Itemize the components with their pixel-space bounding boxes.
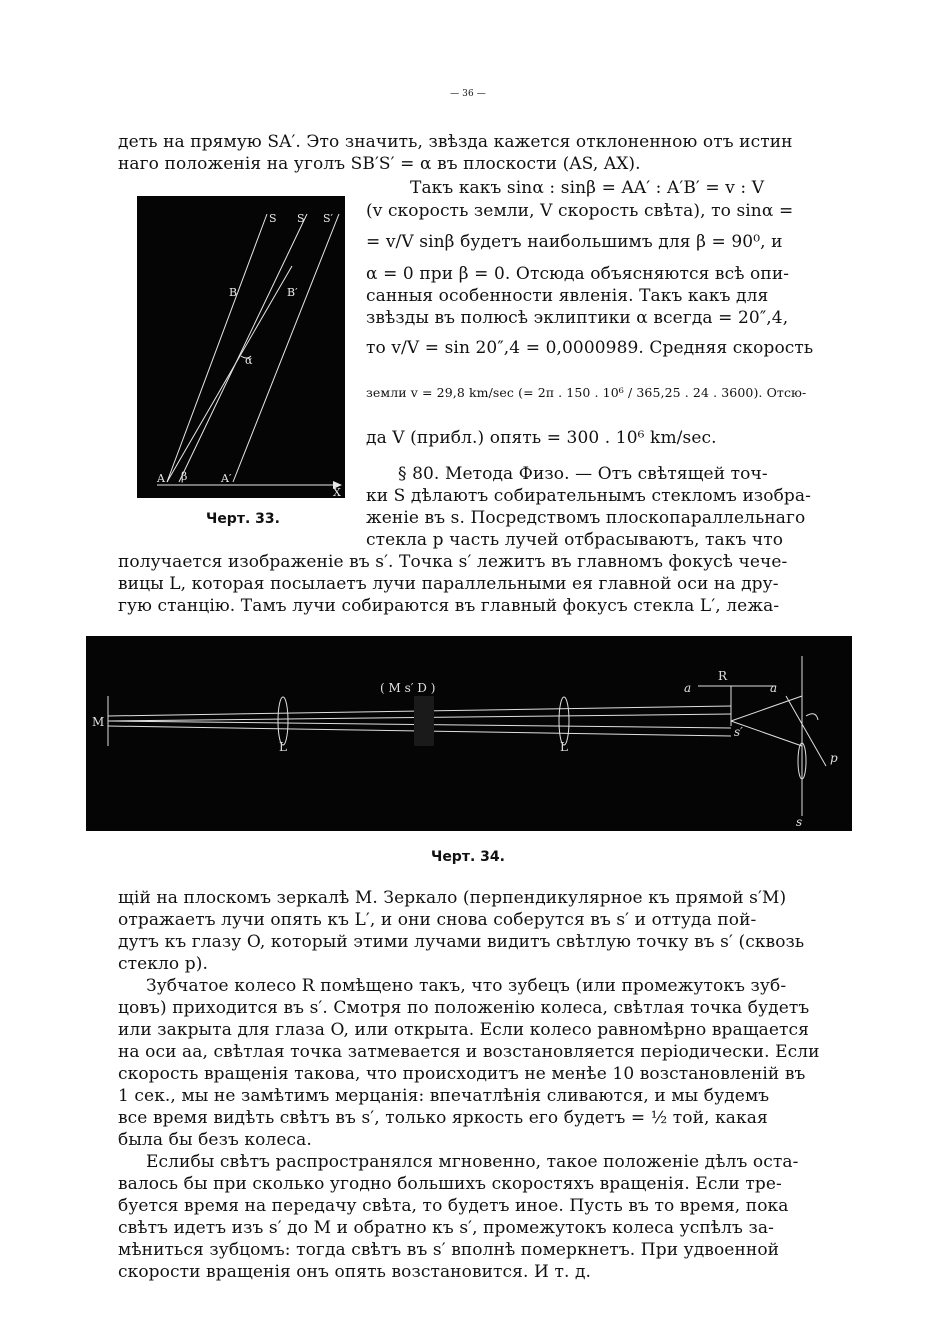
- text-line: валось бы при сколько угодно большихъ скоростяхъ вращенія. Если тре-: [118, 1174, 782, 1194]
- text-line: цовъ) приходится въ s′. Смотря по положенію колеса, свѣтлая точка будетъ: [118, 998, 810, 1018]
- text-line: Такъ какъ sinα : sinβ = AA′ : A′B′ = v : V: [410, 178, 765, 198]
- fig33-label-a2: A′: [221, 472, 232, 485]
- text-line: санныя особенности явленія. Такъ какъ для: [366, 286, 769, 306]
- text-line: скорости вращенія онъ опять возстановится. И т. д.: [118, 1262, 592, 1282]
- fig33-label-beta: β: [181, 470, 188, 483]
- figure-34: [86, 636, 852, 831]
- fig34-label-s: s: [796, 815, 803, 829]
- fig33-label-s1: S: [297, 212, 305, 225]
- text-line: Еслибы свѣтъ распространялся мгновенно, такое положеніе дѣлъ оста-: [146, 1152, 799, 1172]
- text-line: звѣзды въ полюсѣ эклиптики α всегда = 20″,4,: [366, 308, 789, 328]
- fig33-label-alpha: α: [245, 354, 253, 367]
- text-line: все время видѣть свѣтъ въ s′, только яркость его будетъ = ½ той, какая: [118, 1108, 768, 1128]
- fig34-label-p: p: [830, 751, 838, 765]
- text-line: свѣтъ идетъ изъ s′ до M и обратно къ s′, промежутокъ колеса успѣлъ за-: [118, 1218, 774, 1238]
- text-line: получается изображеніе въ s′. Точка s′ лежитъ въ главномъ фокусѣ чече-: [118, 552, 788, 572]
- fig34-label-a2: a: [770, 681, 778, 695]
- figure-33-caption: Черт. 33.: [206, 511, 280, 527]
- text-line: да V (прибл.) опять = 300 . 10⁶ km/sec.: [366, 428, 717, 448]
- text-line: то v/V = sin 20″,4 = 0,0000989. Средняя скорость: [366, 338, 814, 358]
- fig34-label-a1: a: [684, 681, 692, 695]
- text-line: скорость вращенія такова, что происходитъ не менѣе 10 возстановленій въ: [118, 1064, 806, 1084]
- fig34-label-l2: L: [560, 740, 568, 754]
- text-line: мѣниться зубцомъ: тогда свѣтъ въ s′ вполнѣ померкнетъ. При удвоенной: [118, 1240, 780, 1260]
- text-line: стекла p часть лучей отбрасываютъ, такъ что: [366, 530, 784, 550]
- text-line: женіе въ s. Посредствомъ плоскопараллельнаго: [366, 508, 806, 528]
- page-number: — 36 —: [450, 89, 486, 99]
- figure-34-caption: Черт. 34.: [431, 849, 505, 865]
- fig34-label-s1: s′: [734, 725, 743, 739]
- fig34-label-msd: ( M s′ D ): [380, 681, 436, 695]
- fig34-label-m: M: [92, 715, 105, 729]
- text-line: гую станцію. Тамъ лучи собираются въ главный фокусъ стекла L′, лежа-: [118, 596, 780, 616]
- text-line: ки S дѣлаютъ собирательнымъ стекломъ изобра-: [366, 486, 811, 506]
- text-line: 1 сек., мы не замѣтимъ мерцанія: впечатлѣнія сливаются, и мы будемъ: [118, 1086, 770, 1106]
- fig33-label-b: B: [229, 286, 238, 299]
- text-line: вицы L, которая посылаетъ лучи параллельными ея главной оси на дру-: [118, 574, 779, 594]
- text-line: дутъ къ глазу O, который этими лучами видитъ свѣтлую точку въ s′ (сквозь: [118, 932, 805, 952]
- fig33-label-s2: S′: [323, 212, 334, 225]
- fig34-label-l1: L: [279, 740, 287, 754]
- text-line: или закрыта для глаза O, или открыта. Если колесо равномѣрно вращается: [118, 1020, 810, 1040]
- text-line: наго положенія на уголъ SB′S′ = α въ плоскости (AS, AX).: [118, 154, 641, 174]
- text-line: (v скорость земли, V скорость свѣта), то sinα =: [366, 201, 794, 221]
- text-line: была бы безъ колеса.: [118, 1130, 312, 1150]
- text-line: § 80. Метода Физо. — Отъ свѣтящей точ-: [398, 464, 768, 484]
- fig33-label-b2: B′: [287, 286, 298, 299]
- fig33-label-s: S: [269, 212, 277, 225]
- fig34-label-r: R: [718, 669, 728, 683]
- text-line: Зубчатое колесо R помѣщено такъ, что зубецъ (или промежутокъ зуб-: [146, 976, 787, 996]
- fig33-label-x: X: [333, 486, 341, 498]
- text-line: на оси aa, свѣтлая точка затмевается и возстановляется періодически. Если: [118, 1042, 820, 1062]
- text-line: стекло p).: [118, 954, 208, 974]
- text-line: земли v = 29,8 km/sec (= 2π . 150 . 10⁶ / 365,25 . 24 . 3600). Отсю-: [366, 385, 807, 400]
- fig33-label-a: A: [157, 472, 165, 485]
- figure-33: [137, 196, 345, 498]
- text-line: щій на плоскомъ зеркалѣ M. Зеркало (перпендикулярное къ прямой s′M): [118, 888, 787, 908]
- text-line: отражаетъ лучи опять къ L′, и они снова соберутся въ s′ и оттуда пой-: [118, 910, 757, 930]
- text-line: деть на прямую SA′. Это значить, звѣзда кажется отклоненною отъ истин: [118, 132, 793, 152]
- text-line: = v/V sinβ будетъ наибольшимъ для β = 90⁰, и: [366, 232, 783, 252]
- text-line: буется время на передачу свѣта, то будетъ иное. Пусть въ то время, пока: [118, 1196, 789, 1216]
- text-line: α = 0 при β = 0. Отсюда объясняются всѣ опи-: [366, 264, 790, 284]
